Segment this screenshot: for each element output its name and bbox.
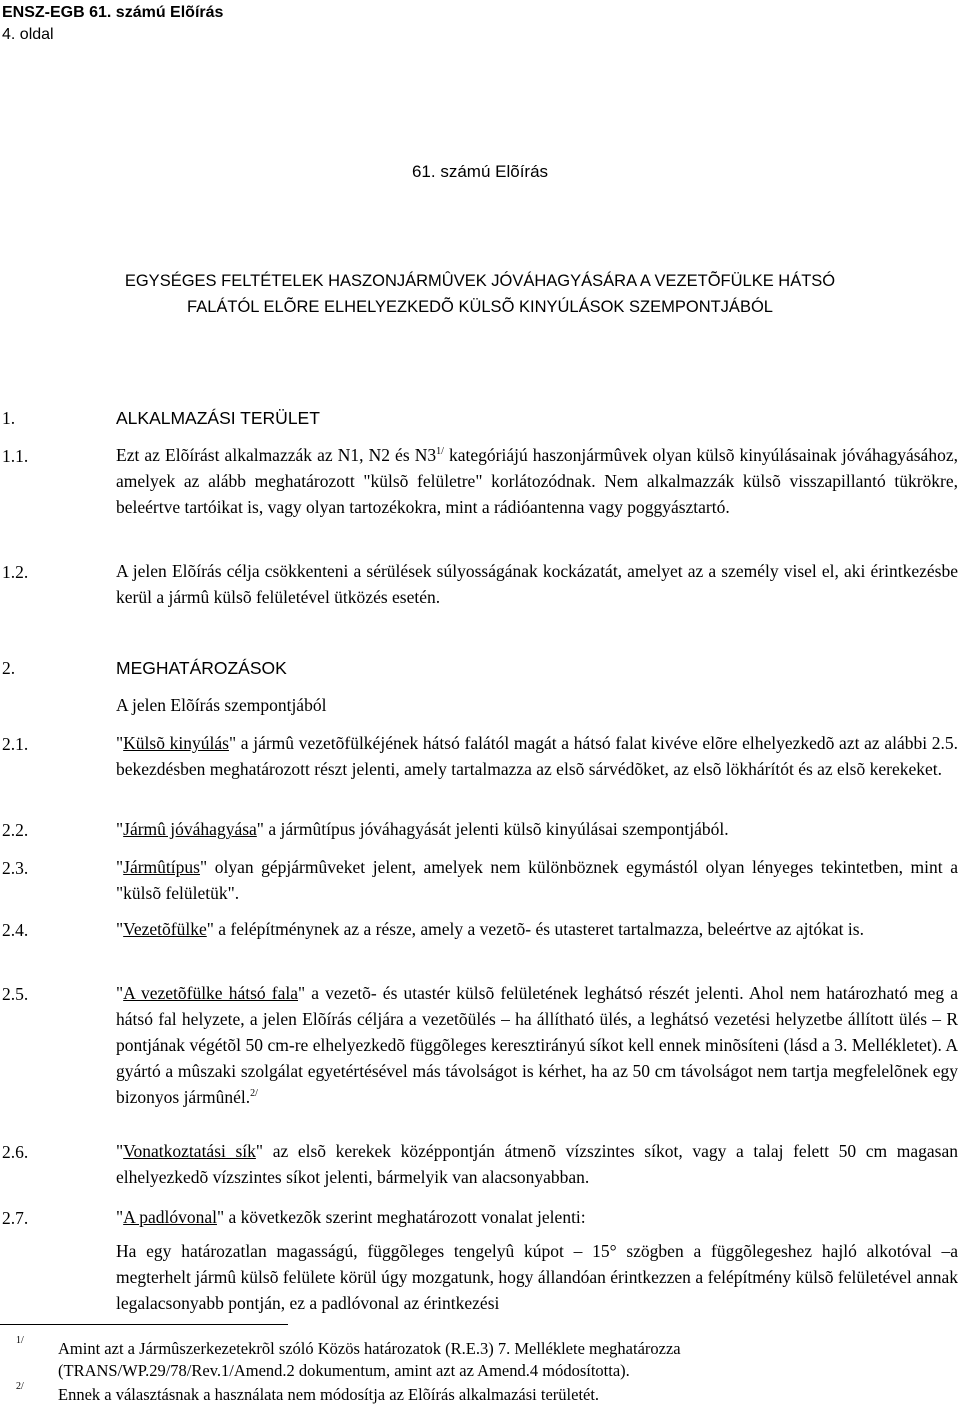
- defined-term: Jármû jóváhagyása: [123, 819, 257, 839]
- running-header-title: ENSZ-EGB 61. számú Elõírás: [2, 4, 224, 21]
- subtitle-line-1: EGYSÉGES FELTÉTELEK HASZONJÁRMÛVEK JÓVÁHAGYÁSÁRA A VEZETÕFÜLKE HÁTSÓ: [124, 272, 836, 290]
- paragraph-number: 1.2.: [2, 562, 29, 582]
- section-title: MEGHATÁROZÁSOK: [116, 658, 287, 678]
- subtitle-line-2: FALÁTÓL ELÕRE ELHELYEZKEDÕ KÜLSÕ KINYÚLÁSOK SZEMPONTJÁBÓL: [187, 298, 773, 316]
- paragraph-text: A jelen Elõírás célja csökkenteni a sérülések súlyosságának kockázatát, amelyet az a személy visel el, aki érintkezésbe kerül a jármû külsõ felületével ütközés esetén.: [116, 561, 958, 607]
- section-number: 2.: [2, 658, 16, 678]
- running-header-page: 4. oldal: [2, 26, 54, 43]
- footnote-ref-2[interactable]: 2/: [250, 1088, 258, 1100]
- footnote-separator: [0, 1324, 288, 1325]
- document-title: 61. számú Elõírás: [411, 162, 549, 181]
- footnote-mark: 2/: [16, 1381, 24, 1392]
- defined-term: Vonatkoztatási sík: [123, 1141, 256, 1161]
- footnote-mark: 1/: [16, 1335, 24, 1346]
- footnote-text: Ennek a választásnak a használata nem módosítja az Elõírás alkalmazási területét.: [58, 1385, 600, 1404]
- section-title: ALKALMAZÁSI TERÜLET: [116, 408, 320, 428]
- paragraph-number: 1.1.: [2, 446, 29, 466]
- defined-term: Külsõ kinyúlás: [123, 733, 229, 753]
- defined-term: Vezetõfülke: [123, 919, 207, 939]
- defined-term: A padlóvonal: [123, 1207, 217, 1227]
- footnote-ref-1[interactable]: 1/: [436, 446, 444, 458]
- document-subtitle: [20, 268, 940, 320]
- defined-term: A vezetõfülke hátsó fala: [123, 983, 298, 1003]
- defined-term: Jármûtípus: [123, 857, 200, 877]
- section-number: 1.: [2, 408, 16, 428]
- footnote-text: Amint azt a Jármûszerkezetekrõl szóló Közös határozatok (R.E.3) 7. Melléklete meghatározza (TRANS/WP.29/78/Rev.1/Amend.2 dokumentum, amint azt az Amend.4 módosította).: [58, 1339, 681, 1380]
- paragraph-text: Ezt az Elõírást alkalmazzák az N1, N2 és $N3^{1/}$ kategóriájú haszonjármûvek olyan külsõ kinyúlásainak jóváhagyásához, amelyek az alább meghatározott "külsõ felületre" korlátozódnak. Nem alkalmazzák külsõ visszapillantó tükrökre, beleértve tartóikat is, vagy olyan tartozékokra, mint a rádióantenna vagy poggyásztartó.: [116, 445, 958, 517]
